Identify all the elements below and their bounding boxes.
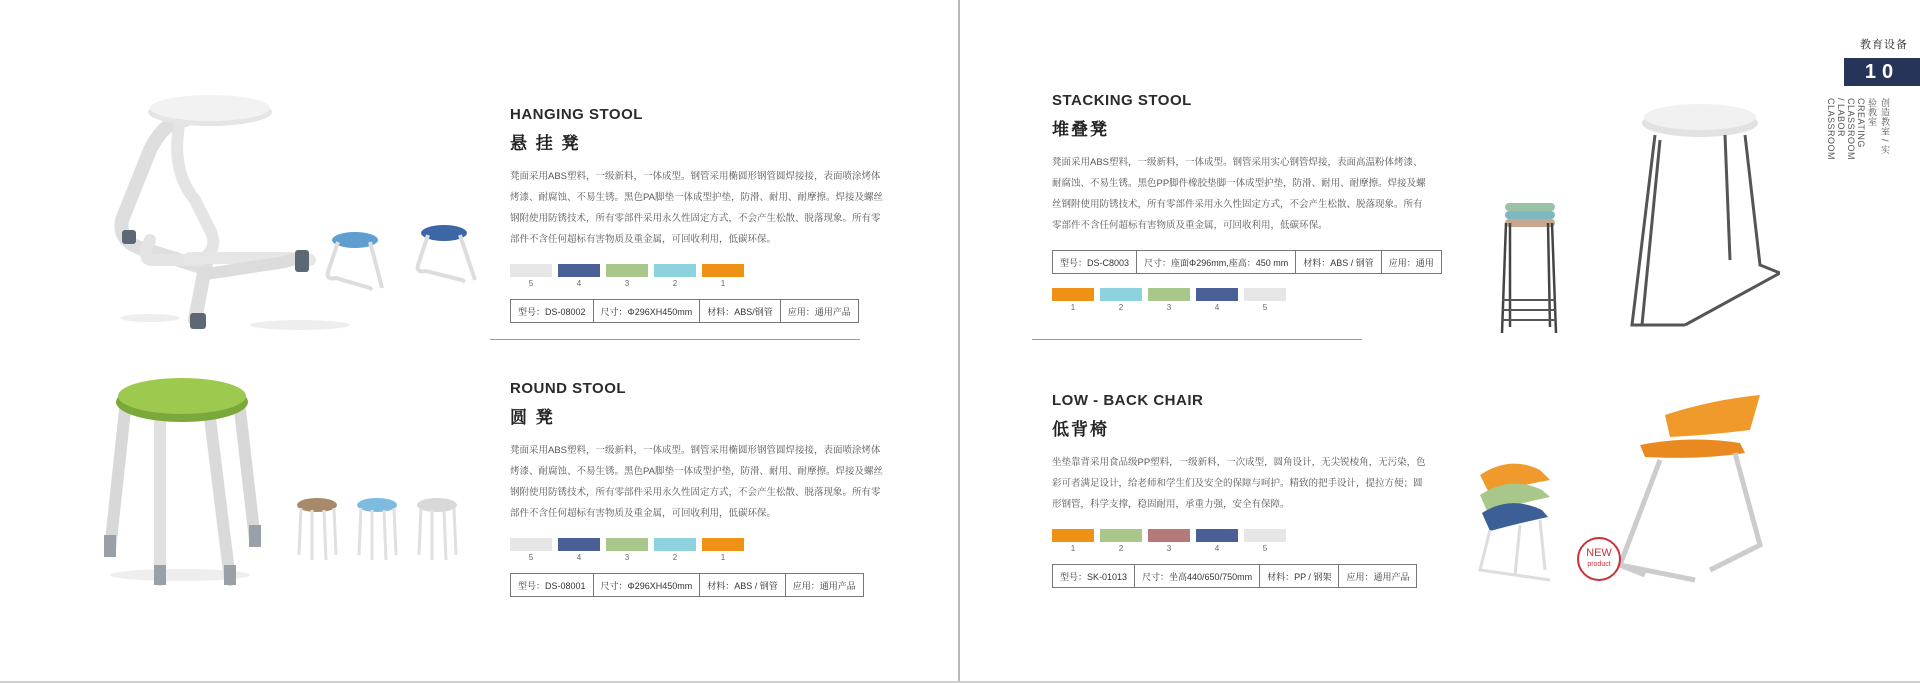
spec-cell: 型号：DS-C8003 <box>1053 251 1137 273</box>
swatch-chip <box>1244 288 1286 301</box>
color-swatch <box>654 538 696 563</box>
spec-table <box>1052 250 1442 274</box>
stacking-stool-image <box>1460 95 1780 340</box>
swatch-chip <box>654 538 696 551</box>
swatch-chip <box>1052 529 1094 542</box>
swatch-chip <box>1052 288 1094 301</box>
spec-cell: 应用：通用 <box>1388 257 1434 268</box>
product-description: 坐垫靠背采用食品级PP塑料，一级新料，一次成型，圆角设计，无尖锐棱角，无污染，色彩可者满足设计，给老师和学生们及安全的保障与呵护。精致的把手设计，提拉方便；圆形钢管，科学支撑，稳固耐用，承重力强，安全有保障。 <box>1052 457 1426 510</box>
color-swatch <box>1100 529 1142 554</box>
spec-table <box>510 573 864 597</box>
low-back-chair-image <box>1460 385 1810 615</box>
product-title-cn: 悬 挂 凳 <box>510 134 581 153</box>
spec-cell: 尺寸：Φ296XH450mm <box>594 300 701 322</box>
color-swatch <box>1244 288 1286 313</box>
product-title-en: STACKING STOOL <box>1052 92 1192 109</box>
spec-cell: 材料：ABS/钢管 <box>700 300 781 322</box>
color-swatch <box>1052 288 1094 313</box>
product-title-cn: 圆 凳 <box>510 408 555 427</box>
color-swatches <box>510 538 885 563</box>
swatch-chip <box>606 538 648 551</box>
color-swatch <box>1148 288 1190 313</box>
spec-cell: 应用：通用产品 <box>792 580 856 591</box>
round-stool-image <box>100 370 480 590</box>
swatch-number: 3 <box>624 553 630 562</box>
swatch-number: 4 <box>1214 544 1220 553</box>
product-round-stool <box>510 380 885 597</box>
left-page <box>0 0 958 683</box>
swatch-chip <box>1100 529 1142 542</box>
swatch-number: 2 <box>672 553 678 562</box>
swatch-chip <box>1148 529 1190 542</box>
color-swatch <box>558 264 600 289</box>
badge-new-text: NEW <box>1586 547 1612 559</box>
swatch-number: 5 <box>528 553 534 562</box>
hanging-stool-image <box>110 90 500 340</box>
swatch-chip <box>1196 288 1238 301</box>
product-title-en: HANGING STOOL <box>510 106 643 123</box>
swatch-chip <box>1244 529 1286 542</box>
spec-cell: 尺寸：Φ296XH450mm <box>594 574 701 596</box>
spec-cell: 材料：PP / 钢架 <box>1260 565 1339 587</box>
swatch-number: 4 <box>576 553 582 562</box>
swatch-number: 2 <box>672 279 678 288</box>
swatch-chip <box>558 538 600 551</box>
swatch-number: 1 <box>1070 303 1076 312</box>
swatch-number: 5 <box>1262 303 1268 312</box>
spec-cell: 型号：DS-08001 <box>511 574 594 596</box>
color-swatch <box>702 538 744 563</box>
swatch-number: 5 <box>528 279 534 288</box>
color-swatch <box>1196 288 1238 313</box>
new-product-badge <box>1577 537 1621 581</box>
color-swatch <box>558 538 600 563</box>
color-swatch <box>510 264 552 289</box>
spec-cell: 应用：通用产品 <box>1346 571 1410 582</box>
vertical-section-text: 创造教室 / 实验教室 CREATING CLASSROOM / LABOR CLASSROOM <box>1826 98 1890 161</box>
swatch-chip <box>510 538 552 551</box>
product-title-cn: 低背椅 <box>1052 420 1109 439</box>
category-label: 教育设备 <box>1860 39 1908 51</box>
color-swatches <box>1052 288 1442 313</box>
color-swatches <box>1052 529 1427 554</box>
swatch-number: 4 <box>1214 303 1220 312</box>
color-swatch <box>606 538 648 563</box>
swatch-number: 2 <box>1118 303 1124 312</box>
product-description: 凳面采用ABS塑料，一级新料，一体成型。钢管采用椭圆形钢管圆焊接接，表面喷涂烤体烤漆、耐腐蚀、不易生锈。黑色PA脚垫一体成型护垫，防滑、耐用、耐摩擦。焊接及螺丝钢附使用防锈技术，所有零部件采用永久性固定方式，不会产生松散、脱落现象。所有零部件不含任何超标有害物质及重金属，可回收利用，低碳环保。 <box>510 171 883 245</box>
section-divider <box>490 339 860 340</box>
swatch-chip <box>1148 288 1190 301</box>
product-title-cn: 堆叠凳 <box>1052 120 1109 139</box>
page-tab <box>1826 36 1920 161</box>
color-swatch <box>606 264 648 289</box>
color-swatch <box>654 264 696 289</box>
swatch-number: 3 <box>624 279 630 288</box>
swatch-number: 5 <box>1262 544 1268 553</box>
spec-cell: 材料：ABS / 钢管 <box>1296 251 1382 273</box>
swatch-chip <box>510 264 552 277</box>
swatch-number: 2 <box>1118 544 1124 553</box>
color-swatch <box>702 264 744 289</box>
swatch-chip <box>702 264 744 277</box>
swatch-chip <box>606 264 648 277</box>
color-swatch <box>1052 529 1094 554</box>
swatch-number: 1 <box>720 279 726 288</box>
swatch-chip <box>654 264 696 277</box>
color-swatch <box>1100 288 1142 313</box>
product-title-en: ROUND STOOL <box>510 380 627 397</box>
spec-cell: 材料：ABS / 钢管 <box>700 574 786 596</box>
spec-cell: 应用：通用产品 <box>787 306 851 317</box>
spec-table <box>510 299 859 323</box>
product-low-back-chair <box>1052 392 1427 588</box>
color-swatch <box>1244 529 1286 554</box>
spec-table <box>1052 564 1417 588</box>
swatch-chip <box>702 538 744 551</box>
product-description: 凳面采用ABS塑料，一级新料，一体成型。钢管采用实心钢管焊接，表面高温粉体烤漆、耐腐蚀、不易生锈。黑色PP脚件橡胶垫脚一体成型护垫，防滑、耐用、耐摩擦。焊接及螺丝钢附使用防锈技术，所有零部件采用永久性固定方式，不会产生松散、脱落现象。所有零部件不含任何超标有害物质及重金属，可回收利用，低碳环保。 <box>1052 157 1426 231</box>
color-swatch <box>1148 529 1190 554</box>
color-swatch <box>510 538 552 563</box>
section-divider <box>1032 339 1362 340</box>
product-stacking-stool <box>1052 92 1442 313</box>
color-swatch <box>1196 529 1238 554</box>
page-number: 10 <box>1844 58 1920 86</box>
product-hanging-stool <box>510 106 885 323</box>
spec-cell: 尺寸：座面Φ296mm,座高：450 mm <box>1137 251 1296 273</box>
swatch-chip <box>558 264 600 277</box>
swatch-number: 3 <box>1166 544 1172 553</box>
product-description: 凳面采用ABS塑料，一级新料，一体成型。钢管采用椭圆形钢管圆焊接接，表面喷涂烤体烤漆、耐腐蚀、不易生锈。黑色PA脚垫一体成型护垫，防滑、耐用、耐摩擦。焊接及螺丝钢附使用防锈技术，所有零部件采用永久性固定方式，不会产生松散、脱落现象。所有零部件不含任何超标有害物质及重金属，可回收利用，低碳环保。 <box>510 445 883 519</box>
color-swatches <box>510 264 885 289</box>
swatch-chip <box>1100 288 1142 301</box>
swatch-number: 4 <box>576 279 582 288</box>
swatch-number: 1 <box>720 553 726 562</box>
right-page <box>960 0 1920 683</box>
spec-cell: 型号：DS-08002 <box>511 300 594 322</box>
swatch-number: 3 <box>1166 303 1172 312</box>
product-title-en: LOW - BACK CHAIR <box>1052 392 1204 409</box>
swatch-number: 1 <box>1070 544 1076 553</box>
spec-cell: 型号：SK-01013 <box>1053 565 1135 587</box>
spec-cell: 尺寸：坐高440/650/750mm <box>1135 565 1260 587</box>
swatch-chip <box>1196 529 1238 542</box>
badge-product-text: product <box>1587 561 1611 568</box>
